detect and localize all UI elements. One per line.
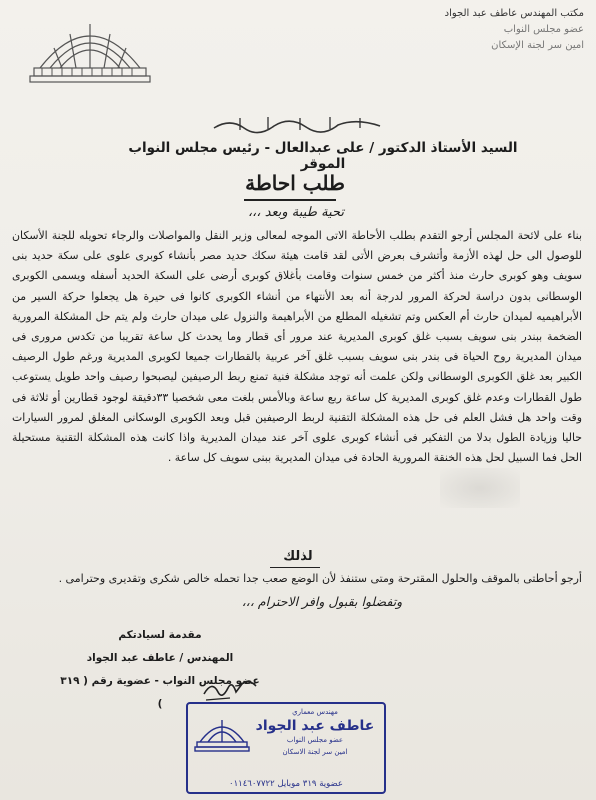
- svg-text:بسم الله الرحمن الرحيم: بسم الله الرحمن الرحيم: [291, 134, 303, 135]
- parliament-dome-logo-icon: [26, 10, 154, 86]
- stamp-smudge: [440, 468, 520, 508]
- letter-body: بناء على لائحة المجلس أرجو التقدم بطلب الأحاطة الاتى الموجه لمعالى وزير النقل والمواصلات والرجاء تحويله للجنة الأسكان للوصول الى حل لهذه الأزمة وأتشرف بعرض الأتى لقد قامت هيئة سكك حديد مصر بأنشاء كوبرى علوى على سكة حديد بنى سويف وهو كوبرى حارث منذ أكثر من خمس سنوات وقامت بأغلاق كوبرى أرضى على السكة الحديد أسفله ويسمى الكوبرى الوسطانى بدون دراسة لحركة المرور لدرجة أنه بعد الأنتهاء من أنشاء الكوبرى كانوا فى حيرة هل يجعلوا حركة السير من الأبراهيميه لميدان حارث أم العكس وتم تشغيله المطلع من الأبراهيمة والنزول على ميدان حارث ولم يتم حل المشكلة المرورية الضخمة ببندر بنى سويف بسبب غلق كوبرى المديرية عند مرور أى قطار وما يحدث كل ساعة تقريبا من تكدس مرورى فى ميدان المديرية روح الحياة فى بندر بنى سويف بسبب غلق آخر عربية بالقطارات جميعا لكوبرى المديرية ورغم طول الرصيف الكبير بعد غلق الكوبرى الوسطانى ولكن علمت أنه توجد مشكلة فنية تمنع ربط الرصيفين ليصبحوا رصيف واحد طويل يستوعب طول القطارات وعدم غلق كوبرى المديرية كل ساعة ربع ساعة وبالأمس بلغت معى شخصيا ٣٣دقيقة لوجود قطارين أو ثلاثة فى وقت واحد هل فشل العلم فى حل هذه المشكلة التقنية لربط الرصيفين قبل وبعد الكوبرى الوسكانى المغلق لمرور السيارات حاليا وزيادة الطول بدلا من التفكير فى أنشاء كوبرى علوى آخر عند ميدان المديرية واذا كانت هذه المشكلة التقنية مستحيلة الحل فما السبيل لحل هذه الخنقة المرورية الحادة فى ميدان المديرية ببنى سويف كل ساعة .: [12, 229, 582, 465]
- submitted-by: مقدمة لسيادتكم: [118, 629, 202, 641]
- official-stamp: [186, 702, 386, 794]
- section-heading: لذلك: [283, 549, 313, 564]
- subject-underline: [244, 199, 336, 201]
- stamp-dome-icon: [194, 714, 250, 752]
- handwritten-signature: [200, 672, 260, 706]
- closing-salutation: وتفضلوا بقبول وافر الاحترام ،،،: [241, 594, 403, 609]
- subject-title: طلب احاطة: [245, 171, 345, 195]
- section-underline: [270, 567, 320, 568]
- stamp-text: [252, 706, 378, 758]
- letterhead-committee: امين سر لجنة الإسكان: [491, 40, 584, 51]
- closing-paragraph: أرجو أحاطتى بالموقف والحلول المقترحة ومتى ستنفذ لأن الوضع صعب جدا تحمله خالص شكرى وتقديرى وحترامى .: [58, 572, 582, 585]
- stamp-name: عاطف عبد الجواد: [255, 718, 375, 734]
- letterhead-role: عضو مجلس النواب: [503, 24, 584, 35]
- letterhead: [324, 6, 584, 54]
- signer-name: المهندس / عاطف عبد الجواد: [86, 652, 234, 664]
- stamp-title: مهندس معماري: [292, 708, 338, 716]
- greeting: تحية طيبة وبعد ،،،: [247, 205, 345, 220]
- letterhead-office: مكتب المهندس عاطف عبد الجواد: [444, 8, 584, 19]
- stamp-contact: عضوية ٣١٩ موبايل ٠١١٤٦٠٧٧٢٢: [229, 779, 343, 789]
- signer-membership: عضو مجلس النواب - عضوية رقم ( ٣١٩ ): [60, 675, 260, 710]
- stamp-committee: امين سر لجنة الاسكان: [282, 748, 348, 756]
- stamp-role: عضو مجلس النواب: [286, 736, 344, 744]
- recipient-line: السيد الأستاذ الدكتور / على عبدالعال - رئيس مجلس النواب الموقر: [128, 140, 518, 172]
- basmala-calligraphy: [210, 112, 385, 136]
